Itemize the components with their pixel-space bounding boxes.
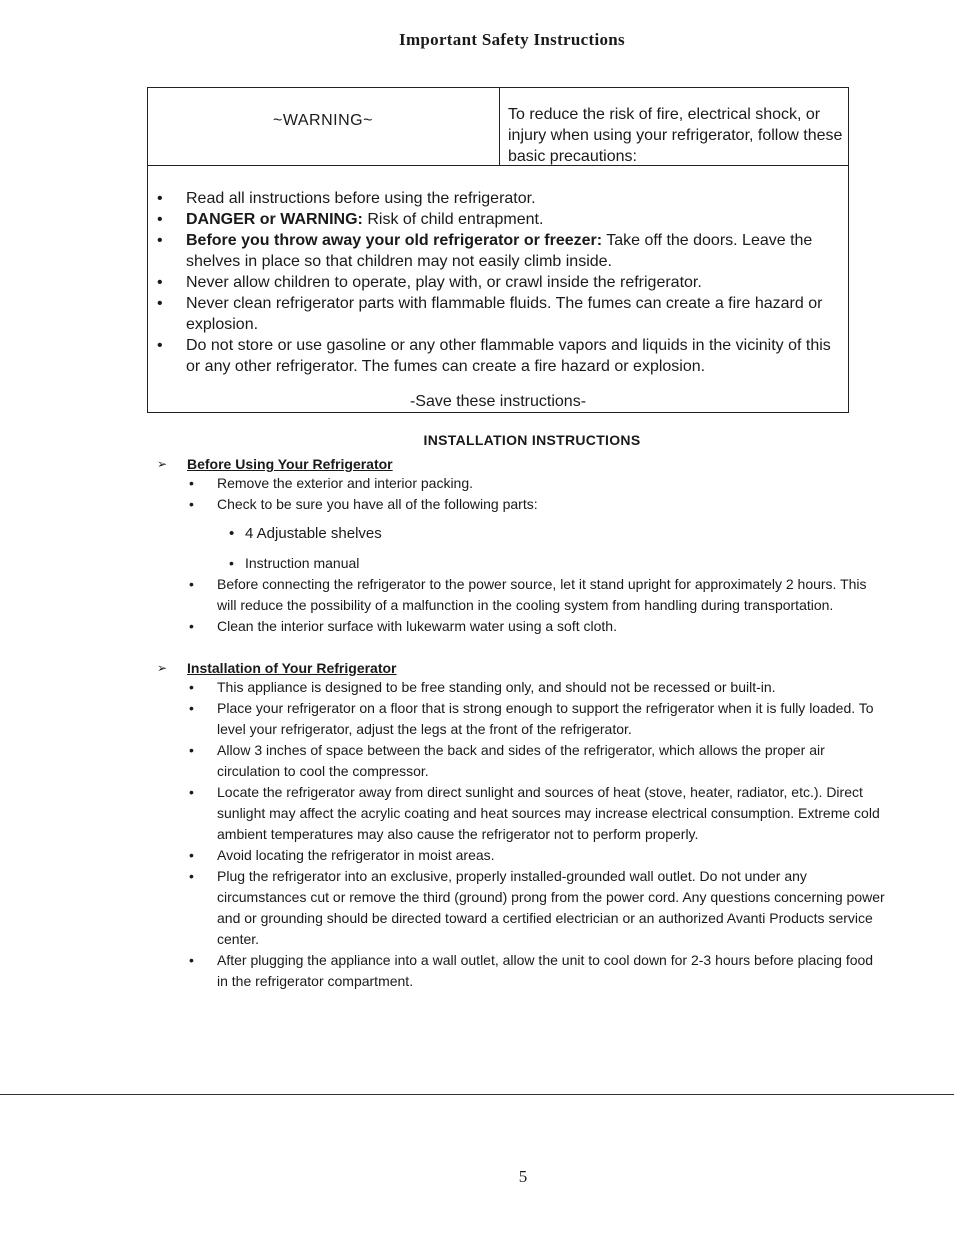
page-title: Important Safety Instructions xyxy=(399,30,625,49)
warning-item-bold: DANGER or WARNING: xyxy=(186,211,363,228)
warning-box xyxy=(147,87,849,413)
warning-label: ~WARNING~ xyxy=(273,112,373,129)
before-list-b xyxy=(155,574,885,637)
warning-list xyxy=(148,188,848,377)
warning-item-text: Risk of child entrapment. xyxy=(362,211,544,228)
warning-item-text: Never allow children to operate, play with, or crawl inside the refrigerator. xyxy=(186,274,702,291)
warning-intro: To reduce the risk of fire, electrical shock, or injury when using your refrigerator, follow these basic precautions: xyxy=(508,106,843,165)
list-item: • Place your refrigerator on a floor that is strong enough to support the refrigerator when it is fully loaded. To level your refrigerator, adjust the legs at the front of the refrigerator. xyxy=(155,698,885,740)
footer-rule xyxy=(0,1094,954,1095)
warning-item-text: Never clean refrigerator parts with flammable fluids. The fumes can create a fire hazard or explosion. xyxy=(186,295,823,333)
installation-section xyxy=(155,659,885,992)
warning-item-text: Read all instructions before using the refrigerator. xyxy=(186,190,536,207)
warning-item xyxy=(148,335,848,377)
warning-header xyxy=(148,88,848,166)
list-item: • Remove the exterior and interior packing. xyxy=(155,473,885,494)
parts-list xyxy=(155,523,885,574)
installation-heading-text: Installation of Your Refrigerator xyxy=(187,660,397,676)
part-item: • 4 Adjustable shelves xyxy=(155,523,885,544)
list-item: • After plugging the appliance into a wall outlet, allow the unit to cool down for 2-3 hours before placing food in the refrigerator compartment. xyxy=(155,950,885,992)
list-item: • This appliance is designed to be free standing only, and should not be recessed or built-in. xyxy=(155,677,885,698)
list-item: • Check to be sure you have all of the following parts: xyxy=(155,494,885,515)
warning-item xyxy=(148,209,848,230)
installation-list xyxy=(155,677,885,992)
list-item: • Clean the interior surface with lukewarm water using a soft cloth. xyxy=(155,616,885,637)
warning-item xyxy=(148,188,848,209)
warning-item xyxy=(148,293,848,335)
list-item: • Locate the refrigerator away from direct sunlight and sources of heat (stove, heater, radiator, etc.). Direct sunlight may affect the acrylic coating and heat sources may increase electrical consumption. Extreme cold ambient temperatures may also cause the refrigerator not to perform properly. xyxy=(155,782,885,845)
before-list-a xyxy=(155,473,885,515)
installation-title: INSTALLATION INSTRUCTIONS xyxy=(423,432,641,448)
part-item: • Instruction manual xyxy=(155,553,885,574)
warning-item-bold: Before you throw away your old refrigerator or freezer: xyxy=(186,232,603,249)
before-using-section xyxy=(155,455,885,637)
warning-item-text: Do not store or use gasoline or any other flammable vapors and liquids in the vicinity of this or any other refrigerator. The fumes can create a fire hazard or explosion. xyxy=(186,337,831,375)
warning-item xyxy=(148,272,848,293)
list-item: • Avoid locating the refrigerator in moist areas. xyxy=(155,845,885,866)
warning-divider xyxy=(499,88,500,166)
page-number: 5 xyxy=(518,1167,528,1186)
installation-heading xyxy=(155,659,885,677)
list-item: • Plug the refrigerator into an exclusive, properly installed-grounded wall outlet. Do not under any circumstances cut or remove the third (ground) prong from the power cord. Any questions concerning power and or grounding should be directed toward a certified electrician or an authorized Avanti Products service center. xyxy=(155,866,885,950)
list-item: • Allow 3 inches of space between the back and sides of the refrigerator, which allows the proper air circulation to cool the compressor. xyxy=(155,740,885,782)
warning-item xyxy=(148,230,848,272)
warning-item-text: Take off the doors. Leave the shelves in place so that children may not easily climb inside. xyxy=(186,232,813,270)
before-using-heading-text: Before Using Your Refrigerator xyxy=(187,456,393,472)
save-instructions: -Save these instructions- xyxy=(409,393,587,410)
before-using-heading xyxy=(155,455,885,473)
list-item: • Before connecting the refrigerator to the power source, let it stand upright for approximately 2 hours. This will reduce the possibility of a malfunction in the cooling system from handling during transportation. xyxy=(155,574,885,616)
